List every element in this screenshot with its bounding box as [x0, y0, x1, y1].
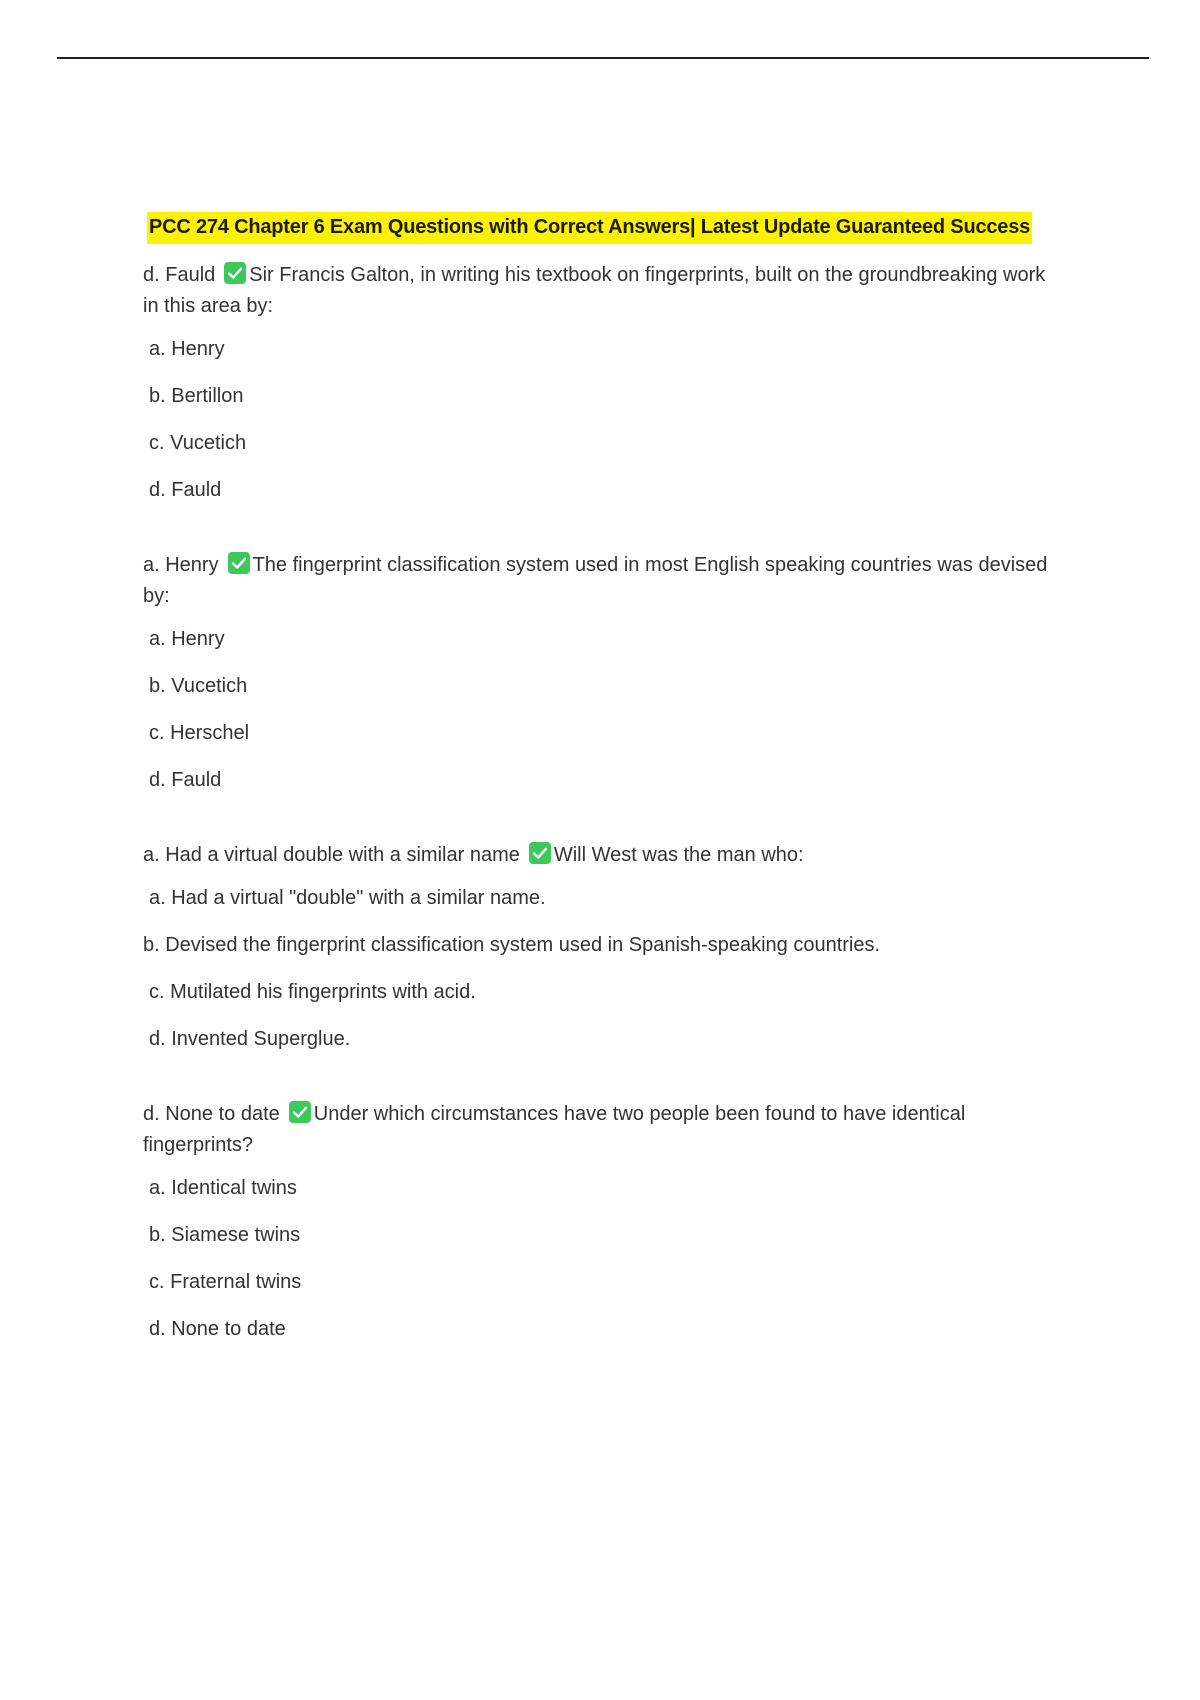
question-block-1 [143, 260, 1083, 504]
green-checkmark-icon [224, 262, 246, 284]
green-checkmark-icon [228, 552, 250, 574]
answer-text: d. None to date [143, 1103, 280, 1125]
option-b: b. Vucetich [149, 675, 248, 697]
option-b: b. Bertillon [149, 385, 244, 407]
answer-text: d. Fauld [143, 264, 216, 286]
option-c: c. Mutilated his fingerprints with acid. [149, 981, 476, 1003]
option-a: a. Henry [149, 628, 225, 650]
question-block-3 [143, 840, 1083, 1053]
option-a: a. Henry [149, 338, 225, 360]
answer-text: a. Henry [143, 554, 219, 576]
question-prompt: Under which circumstances have two people been found to have identical fingerprints? [143, 1103, 966, 1156]
option-c: c. Herschel [149, 722, 250, 744]
option-d: d. Fauld [149, 769, 222, 791]
option-b: b. Devised the fingerprint classification system used in Spanish-speaking countries. [143, 934, 881, 956]
question-prompt: Will West was the man who: [553, 844, 804, 866]
top-divider [57, 57, 1149, 59]
option-a: a. Had a virtual "double" with a similar name. [149, 887, 546, 909]
option-c: c. Vucetich [149, 432, 247, 454]
green-checkmark-icon [289, 1101, 311, 1123]
option-b: b. Siamese twins [149, 1224, 301, 1246]
green-checkmark-icon [529, 842, 551, 864]
question-block-2 [143, 550, 1083, 794]
question-1 [143, 260, 1063, 322]
answer-text: a. Had a virtual double with a similar name [143, 844, 520, 866]
title-wrap [147, 212, 1083, 244]
question-block-4 [143, 1099, 1083, 1343]
question-prompt: The fingerprint classification system used in most English speaking countries was devised by: [143, 554, 1048, 607]
question-2 [143, 550, 1063, 612]
document-body [143, 212, 1083, 1389]
question-prompt: Sir Francis Galton, in writing his textbook on fingerprints, built on the groundbreaking work in this area by: [143, 264, 1046, 317]
option-a: a. Identical twins [149, 1177, 297, 1199]
document-title: PCC 274 Chapter 6 Exam Questions with Correct Answers| Latest Update Guaranteed Success [147, 212, 1032, 244]
question-3 [143, 840, 1063, 871]
option-d: d. Invented Superglue. [149, 1028, 351, 1050]
option-c: c. Fraternal twins [149, 1271, 302, 1293]
option-d: d. None to date [149, 1318, 286, 1340]
question-4 [143, 1099, 1063, 1161]
option-d: d. Fauld [149, 479, 222, 501]
